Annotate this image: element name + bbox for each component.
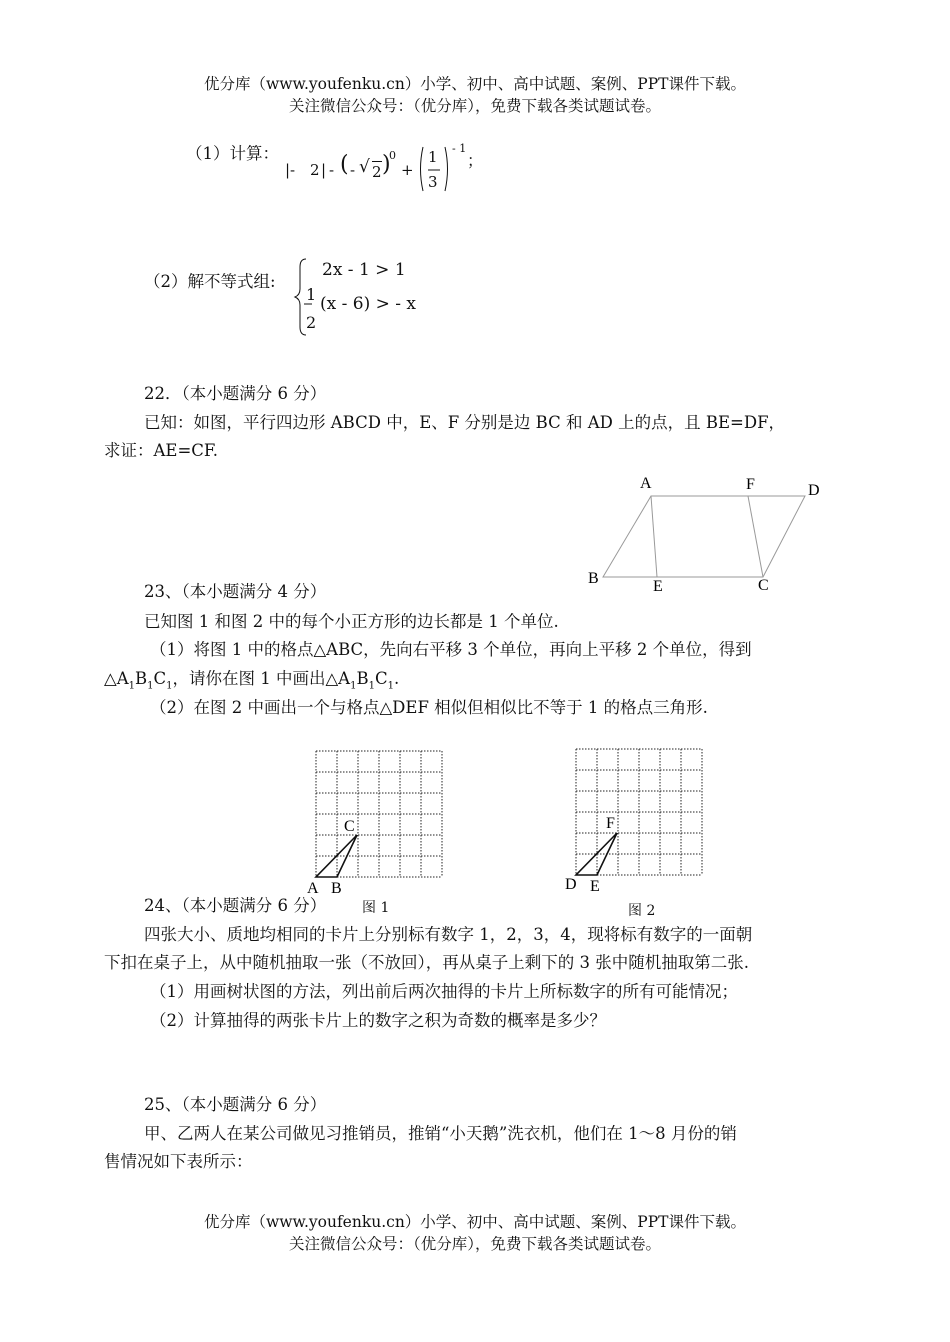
paren-right: ) [382,152,391,177]
label-f: F [746,476,755,493]
fraction-denominator: 3 [428,173,438,191]
exponent-zero: 0 [389,149,396,162]
fraction-numerator: 1 [428,148,438,166]
fig1-label-a: A [307,880,319,897]
abs-value: 2 [310,161,320,179]
label-e: E [653,578,663,595]
segment-ae [651,496,657,577]
q23-body-3: $\triangle A_1B_1C_1$，请你在图 1 中画出$\triangle A_1B_1C_1$. [104,669,400,692]
exponent-minus-one: - 1 [452,142,467,155]
fig1-label-c: C [344,818,355,835]
abs-close: | [321,161,327,179]
q21-part1-label: （1）计算： [186,144,279,163]
paren-left: ( [340,152,349,177]
fig1-label-b: B [331,880,342,897]
q22-body-1: 已知：如图，平行四边形 ABCD 中，E、F 分别是边 BC 和 AD 上的点，且 BE=DF， [144,413,786,432]
q22-title: 22．（本小题满分 6 分） [144,384,327,403]
fig2-label-f: F [606,815,615,832]
q24-title: 24、（本小题满分 6 分） [144,896,327,915]
label-b: B [588,570,599,587]
parallelogram-abcd [603,496,805,577]
q24-body-1: 四张大小、质地均相同的卡片上分别标有数字 1，2，3，4，现将标有数字的一面朝 [144,925,753,944]
q22-body-2: 求证：AE=CF. [104,441,219,460]
inequality-2: (x - 6) > - x [320,294,417,314]
parallelogram-figure [580,470,840,595]
q25-title: 25、（本小题满分 6 分） [144,1095,327,1114]
grid-figure-2 [560,738,710,898]
label-a: A [640,475,652,492]
q23-body-4: （2）在图 2 中画出一个与格点△DEF 相似但相似比不等于 1 的格点三角形. [150,698,708,717]
q23-body-1: 已知图 1 和图 2 中的每个小正方形的边长都是 1 个单位. [144,612,559,631]
header-line-2: 关注微信公众号：（优分库），免费下载各类试题试卷。 [288,97,661,115]
minus-sign: - [329,161,335,179]
q24-body-2: 下扣在桌子上，从中随机抽取一张（不放回），再从桌子上剩下的 3 张中随机抽取第二张. [104,953,749,972]
half-numerator: 1 [306,285,317,304]
footer-line-2: 关注微信公众号：（优分库），免费下载各类试题试卷。 [288,1235,661,1253]
header-line-1: 优分库（www.youfenku.cn）小学、初中、高中试题、案例、PPT课件下载。 [203,75,747,93]
fig2-label-e: E [590,878,600,895]
q23-title: 23、（本小题满分 4 分） [144,582,327,601]
fig2-label-d: D [565,876,577,893]
label-d: D [808,482,820,499]
fig1-caption: 图 1 [362,900,390,916]
q21-part2-label: （2）解不等式组: [144,272,276,291]
semicolon: ； [467,151,484,170]
grid-figure-1 [300,740,450,900]
sqrt-value: 2 [372,163,382,181]
neg-sign: - [350,161,356,179]
abs-open: |- [285,161,296,179]
plus-sign: + [401,161,414,179]
q24-body-3: （1）用画树状图的方法，列出前后两次抽得的卡片上所标数字的所有可能情况； [150,982,738,1001]
q21-expression [283,140,483,196]
footer-line-1: 优分库（www.youfenku.cn）小学、初中、高中试题、案例、PPT课件下载。 [203,1213,747,1231]
inequality-1: 2x - 1 > 1 [322,260,406,280]
segment-cf [748,496,763,577]
label-c: C [758,577,769,594]
fig2-caption: 图 2 [628,903,656,919]
sqrt-symbol: √ [359,157,370,177]
q23-body-2: （1）将图 1 中的格点△ABC，先向右平移 3 个单位，再向上平移 2 个单位，得到 [150,640,752,659]
q25-body-2: 售情况如下表所示： [104,1152,253,1171]
q25-body-1: 甲、乙两人在某公司做见习推销员，推销“小天鹅”洗衣机，他们在 1～8 月份的销 [144,1124,737,1143]
q24-body-4: （2）计算抽得的两张卡片上的数字之积为奇数的概率是多少？ [150,1011,606,1030]
half-denominator: 2 [306,313,317,332]
